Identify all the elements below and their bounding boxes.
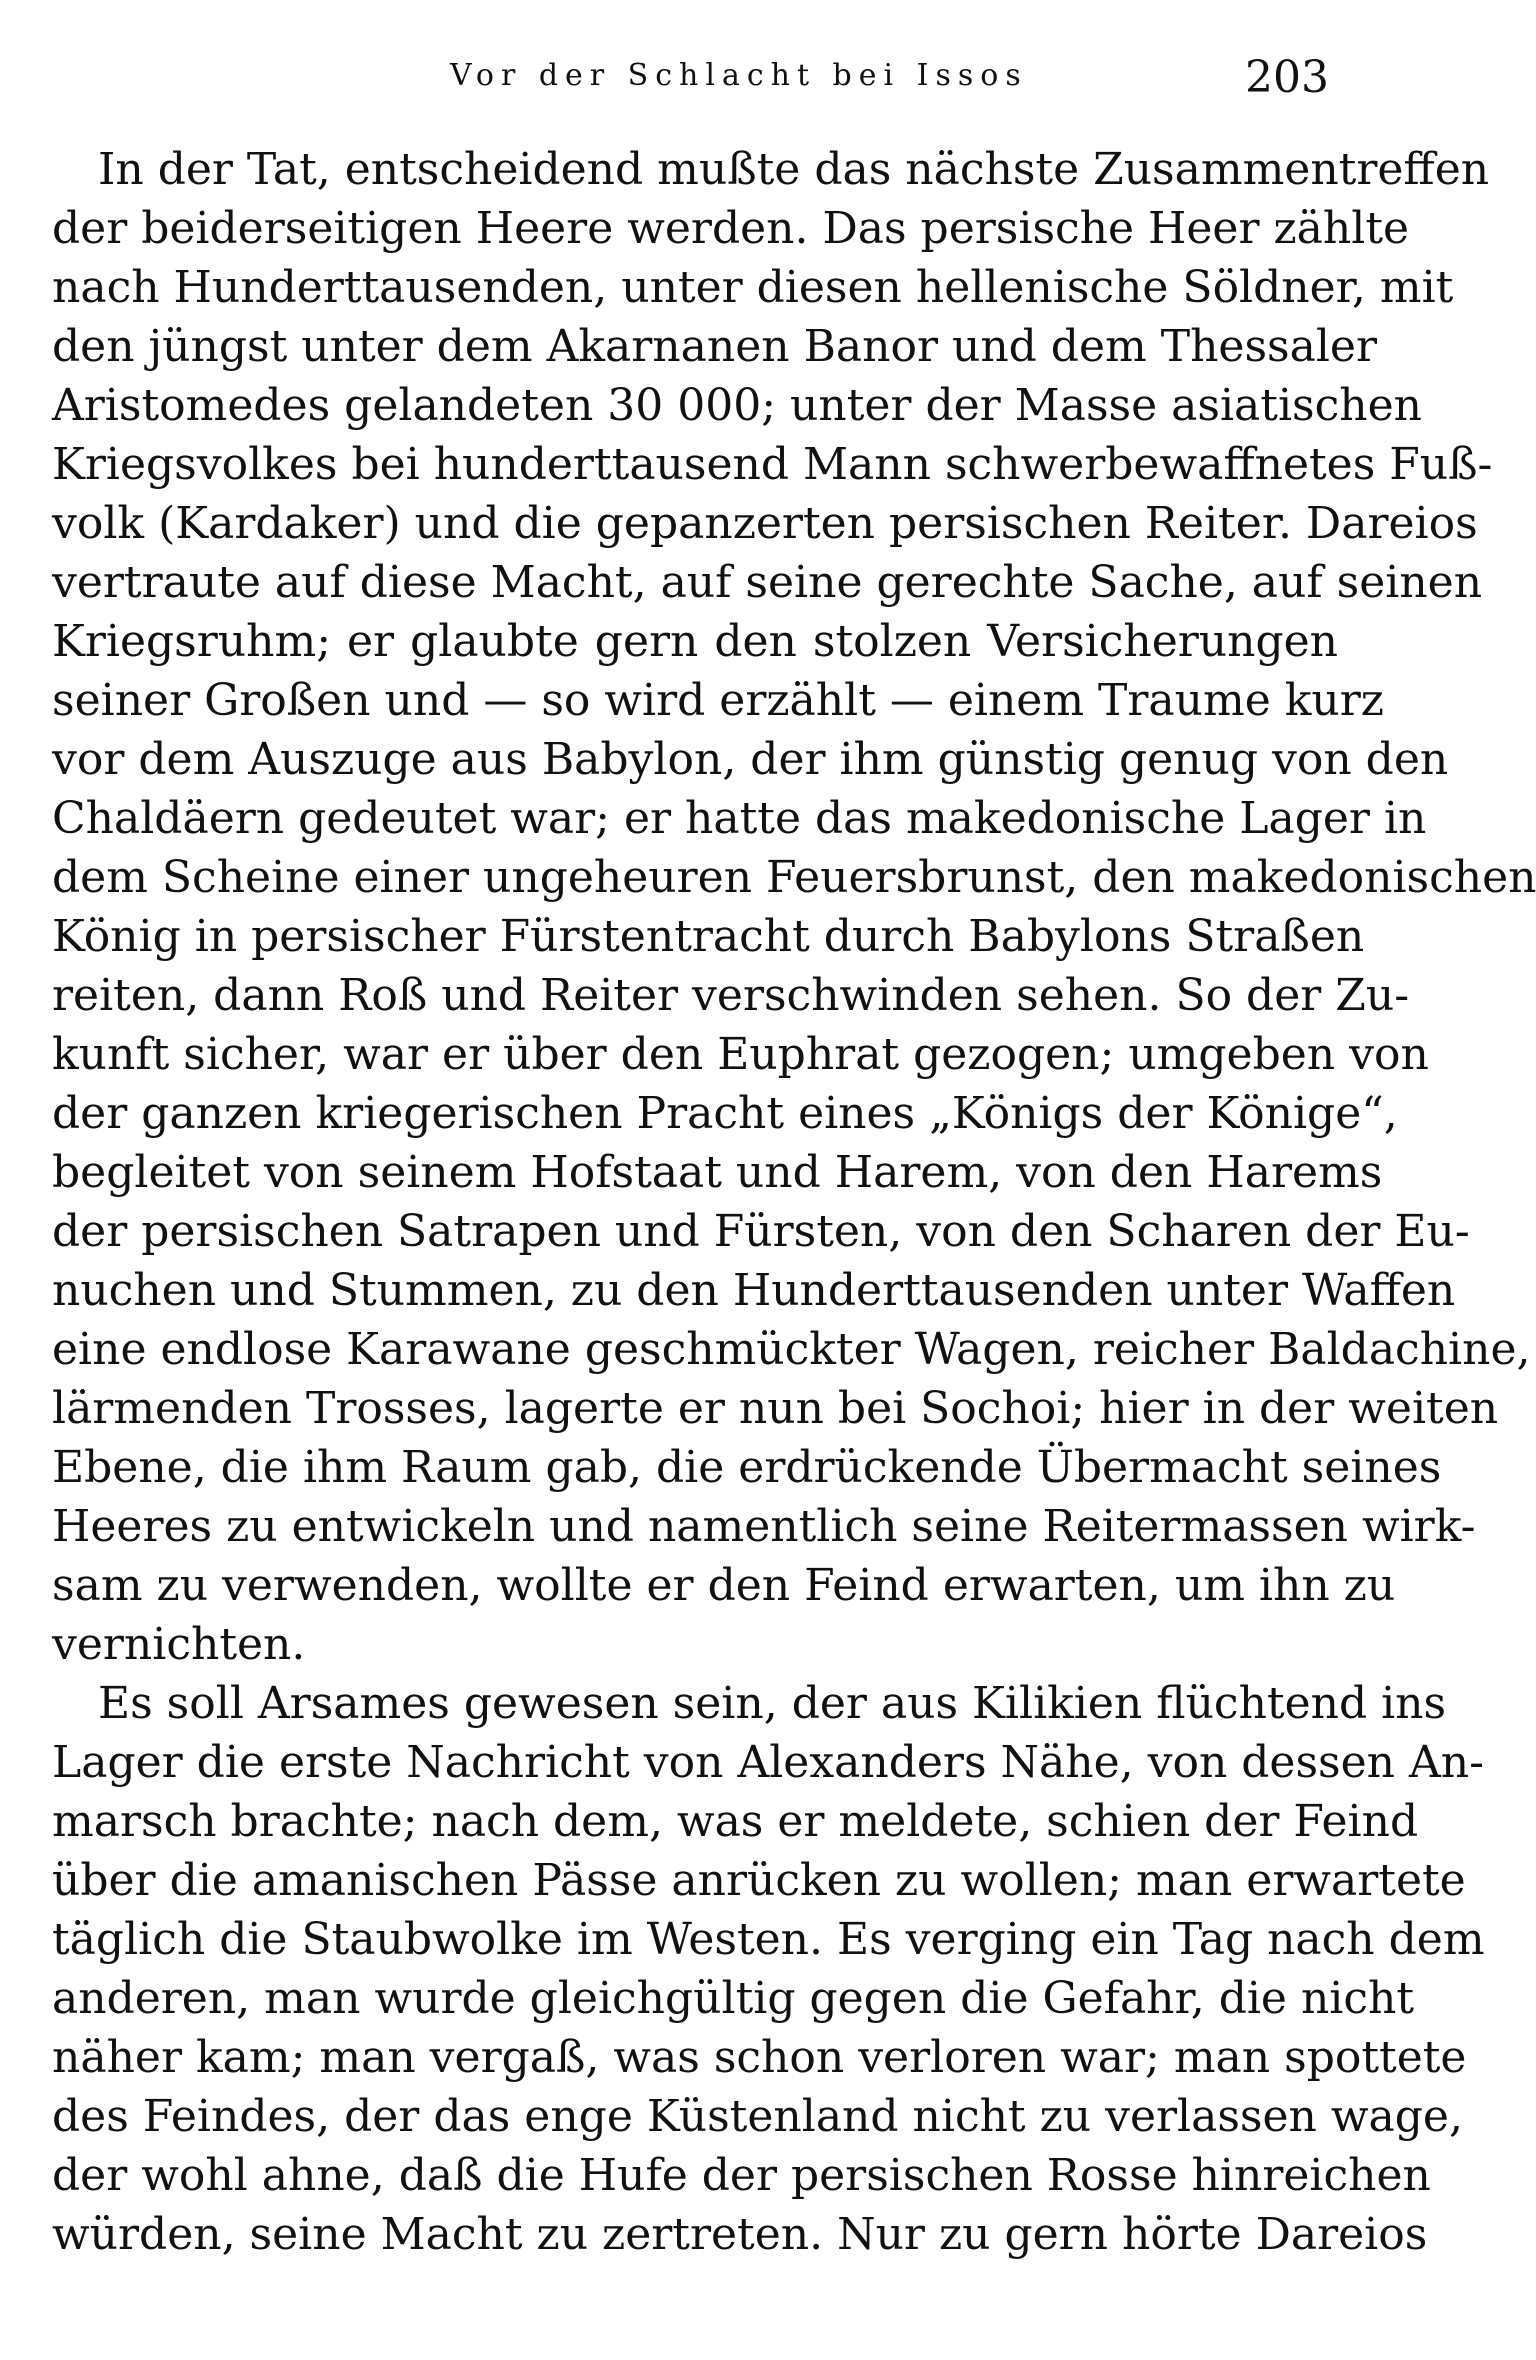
text-line: über die amanischen Pässe anrücken zu wollen; man erwartete bbox=[52, 1855, 1466, 1906]
text-line: nach Hunderttausenden, unter diesen hellenische Söldner, mit bbox=[52, 262, 1454, 313]
running-head bbox=[0, 52, 1399, 104]
text-line: begleitet von seinem Hofstaat und Harem, von den Harems bbox=[52, 1147, 1383, 1198]
paragraph-2 bbox=[52, 1674, 1485, 2264]
text-line: sam zu verwenden, wollte er den Feind erwarten, um ihn zu bbox=[52, 1560, 1396, 1611]
text-line: vor dem Auszuge aus Babylon, der ihm günstig genug von den bbox=[52, 734, 1449, 785]
text-line: anderen, man wurde gleichgültig gegen die Gefahr, die nicht bbox=[52, 1973, 1415, 2024]
text-line: seiner Großen und — so wird erzählt — einem Traume kurz bbox=[52, 675, 1384, 726]
text-line: eine endlose Karawane geschmückter Wagen, reicher Baldachine, bbox=[52, 1324, 1531, 1375]
text-line: Kriegsruhm; er glaubte gern den stolzen Versicherungen bbox=[52, 616, 1338, 667]
body-text bbox=[52, 140, 1536, 2264]
text-line: würden, seine Macht zu zertreten. Nur zu gern hörte Dareios bbox=[52, 2209, 1428, 2260]
text-line: marsch brachte; nach dem, was er meldete, schien der Feind bbox=[52, 1796, 1419, 1847]
text-line: Es soll Arsames gewesen sein, der aus Kilikien flüchtend ins bbox=[98, 1678, 1447, 1729]
text-line: der ganzen kriegerischen Pracht eines „Königs der Könige“, bbox=[52, 1088, 1398, 1139]
text-line: König in persischer Fürstentracht durch Babylons Straßen bbox=[52, 911, 1365, 962]
text-line: Kriegsvolkes bei hunderttausend Mann schwerbewaffnetes Fuß- bbox=[52, 439, 1493, 490]
text-line: näher kam; man vergaß, was schon verloren war; man spottete bbox=[52, 2032, 1467, 2083]
text-line: vertraute auf diese Macht, auf seine gerechte Sache, auf seinen bbox=[52, 557, 1483, 608]
text-line: täglich die Staubwolke im Westen. Es verging ein Tag nach dem bbox=[52, 1914, 1485, 1965]
text-line: den jüngst unter dem Akarnanen Banor und dem Thessaler bbox=[52, 321, 1377, 372]
text-line: nuchen und Stummen, zu den Hunderttausenden unter Waffen bbox=[52, 1265, 1456, 1316]
text-line: lärmenden Trosses, lagerte er nun bei Sochoi; hier in der weiten bbox=[52, 1383, 1499, 1434]
text-line: reiten, dann Roß und Reiter verschwinden sehen. So der Zu- bbox=[52, 970, 1410, 1021]
text-line: des Feindes, der das enge Küstenland nicht zu verlassen wage, bbox=[52, 2091, 1463, 2142]
text-line: In der Tat, entscheidend mußte das nächste Zusammentreffen bbox=[98, 144, 1490, 195]
text-line: volk (Kardaker) und die gepanzerten persischen Reiter. Dareios bbox=[52, 498, 1478, 549]
text-line: der persischen Satrapen und Fürsten, von den Scharen der Eu- bbox=[52, 1206, 1470, 1257]
text-line: der wohl ahne, daß die Hufe der persischen Rosse hinreichen bbox=[52, 2150, 1431, 2201]
text-line: Ebene, die ihm Raum gab, die erdrückende Übermacht seines bbox=[52, 1442, 1442, 1493]
text-line: Lager die erste Nachricht von Alexanders Nähe, von dessen An- bbox=[52, 1737, 1484, 1788]
text-line: dem Scheine einer ungeheuren Feuersbrunst, den makedonischen bbox=[52, 852, 1536, 903]
text-line: Heeres zu entwickeln und namentlich seine Reitermassen wirk- bbox=[52, 1501, 1476, 1552]
text-line: Aristomedes gelandeten 30 000; unter der Masse asiatischen bbox=[52, 380, 1422, 431]
text-line: Chaldäern gedeutet war; er hatte das makedonische Lager in bbox=[52, 793, 1427, 844]
text-line: kunft sicher, war er über den Euphrat gezogen; umgeben von bbox=[52, 1029, 1429, 1080]
text-line: der beiderseitigen Heere werden. Das persische Heer zählte bbox=[52, 203, 1410, 254]
text-line: vernichten. bbox=[52, 1619, 306, 1670]
running-head-title: Vor der Schlacht bei Issos bbox=[450, 58, 1028, 93]
page-number: 203 bbox=[1245, 52, 1329, 103]
paragraph-1 bbox=[52, 140, 1536, 1674]
